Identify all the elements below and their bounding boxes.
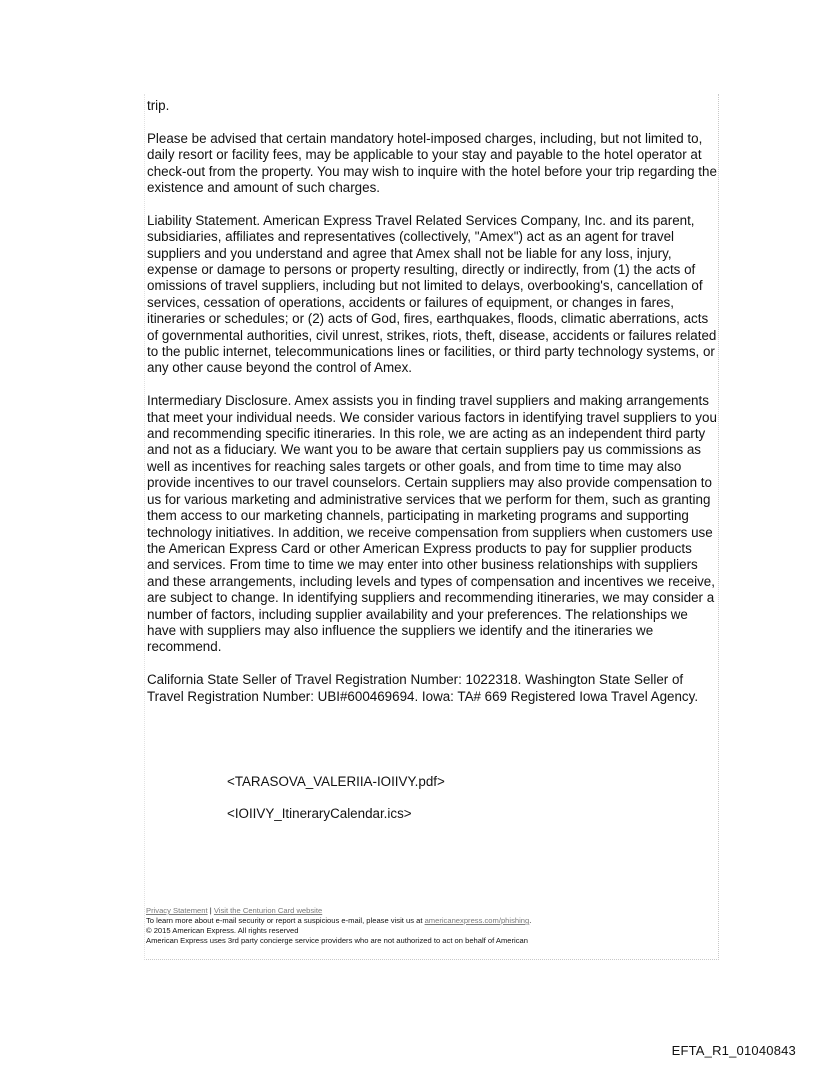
paragraph-intermediary-disclosure: Intermediary Disclosure. Amex assists you in finding travel suppliers and making arrangements that meet your individual needs. We consider various factors in identifying travel suppliers to you and recommending specific itineraries. In this role, we are acting as an independent third party and not as a fiduciary. We want you to be aware that certain suppliers pay us commissions as well as incentives for reaching sales targets or other goals, and from time to time may also provide incentives to our travel counselors. Certain suppliers may also provide compensation to us for various marketing and administrative services that we perform for them, such as granting them access to our marketing channels, participating in marketing programs and supporting technology initiatives. In addition, we receive compensation from suppliers when customers use the American Express Card or other American Express products to pay for supplier products and services. From time to time we may enter into other business relationships with suppliers and these arrangements, including levels and types of compensation and incentives we receive, are subject to change. In identifying suppliers and recommending itineraries, we may consider a number of factors, including supplier availability and your preferences. The relationships we have with suppliers may also influence the suppliers we identify and the itineraries we recommend. (147, 393, 717, 655)
attachment-pdf[interactable]: <TARASOVA_VALERIIA-IOIIVY.pdf> (227, 774, 445, 789)
email-footer (146, 906, 716, 946)
footer-security-line (146, 916, 716, 926)
footer-separator: | (209, 906, 212, 915)
paragraph-liability-statement: Liability Statement. American Express Travel Related Services Company, Inc. and its parent, subsidiaries, affiliates and representatives (collectively, "Amex") act as an agent for travel suppliers and you understand and agree that Amex shall not be liable for any loss, injury, expense or damage to persons or property resulting, directly or indirectly, from (1) the acts of omissions of travel suppliers, including but not limited to delays, overbooking's, cancellation of services, cessation of operations, accidents or failures of equipment, or changes in fares, itineraries or schedules; or (2) acts of God, fires, earthquakes, floods, climatic aberrations, acts of governmental authorities, civil unrest, strikes, riots, theft, disease, accidents or failures related to the public internet, telecommunications lines or facilities, or third party technology systems, or any other cause beyond the control of Amex. (147, 212, 717, 376)
phishing-link[interactable]: americanexpress.com/phishing (424, 916, 530, 925)
paragraph-trip: trip. (147, 98, 170, 113)
email-content (147, 98, 717, 721)
paragraph-hotel-charges: Please be advised that certain mandatory hotel-imposed charges, including, but not limited to, daily resort or facility fees, may be applicable to your stay and payable to the hotel operator at check-out from the property. You may wish to inquire with the hotel before your trip regarding the existence and amount of such charges. (147, 130, 717, 196)
centurion-card-link[interactable]: Visit the Centurion Card website (213, 906, 323, 915)
attachment-list (227, 774, 445, 823)
footer-concierge-notice: American Express uses 3rd party concierge service providers who are not authorized to act on behalf of American (146, 936, 528, 945)
security-end: . (529, 916, 532, 925)
attachment-ics[interactable]: <IOIIVY_ItineraryCalendar.ics> (227, 806, 412, 822)
document-id-stamp: EFTA_R1_01040843 (671, 1043, 796, 1058)
footer-links (146, 906, 716, 916)
footer-copyright: © 2015 American Express. All rights reserved (146, 926, 299, 935)
security-text: To learn more about e-mail security or report a suspicious e-mail, please visit us at (146, 916, 425, 925)
privacy-statement-link[interactable]: Privacy Statement (146, 906, 208, 915)
paragraph-seller-registration: California State Seller of Travel Registration Number: 1022318. Washington State Seller of Travel Registration Number: UBI#600469694. Iowa: TA# 669 Registered Iowa Travel Agency. (147, 672, 699, 704)
